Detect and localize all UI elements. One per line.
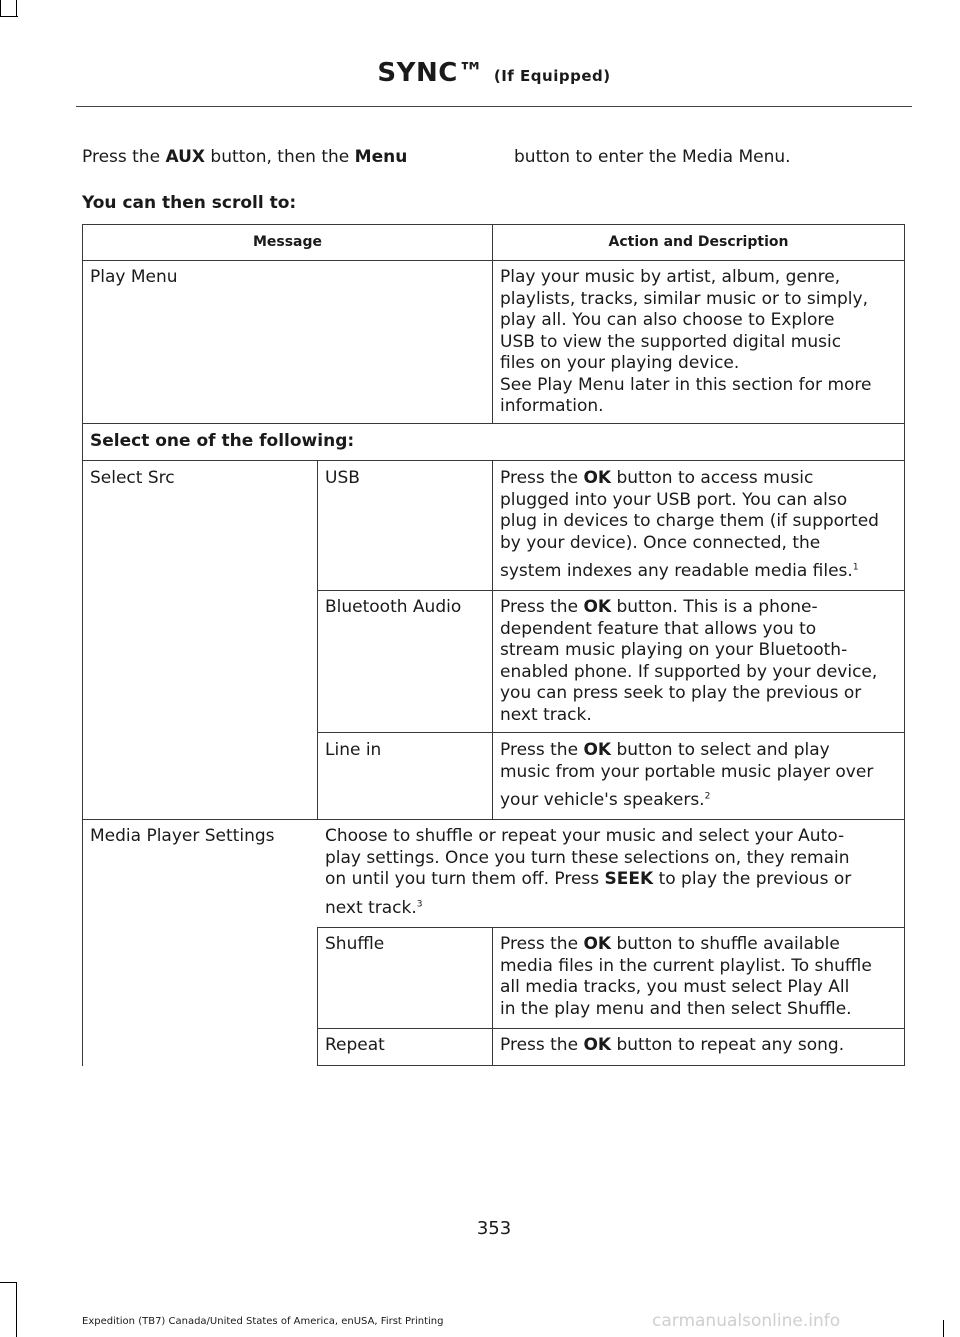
message-media-player-settings: Media Player Settings bbox=[90, 826, 275, 846]
action-shuffle: Press the OK button to shuffle available media files in the current playlist. To shuffle all media tracks, you must select Play All in the play menu and then select Shuffle. bbox=[500, 934, 872, 1019]
header-rule bbox=[76, 106, 912, 107]
message-play-menu: Play Menu bbox=[90, 267, 178, 287]
crop-mark bbox=[0, 16, 18, 17]
option-bluetooth-audio: Bluetooth Audio bbox=[325, 597, 462, 617]
page-number: 353 bbox=[476, 1218, 512, 1239]
intro-left: Press the AUX button, then the Menu bbox=[82, 147, 408, 167]
message-select-src: Select Src bbox=[90, 468, 175, 488]
scroll-heading: You can then scroll to: bbox=[82, 193, 297, 213]
action-bluetooth-audio: Press the OK button. This is a phone- dependent feature that allows you to stream music playing on your Bluetooth- enabled phone. If supported by your device, you can press seek to play the previous or next track. bbox=[500, 597, 878, 725]
crop-mark bbox=[943, 1320, 944, 1337]
option-repeat: Repeat bbox=[325, 1035, 385, 1055]
option-shuffle: Shuffle bbox=[325, 934, 385, 954]
column-header-action: Action and Description bbox=[608, 234, 789, 250]
page-title: SYNC™ (If Equipped) bbox=[377, 58, 611, 88]
footer-text: Expedition (TB7) Canada/United States of America, enUSA, First Printing bbox=[82, 1316, 444, 1327]
watermark: carmanualsonline.info bbox=[652, 1311, 841, 1331]
crop-mark bbox=[0, 1282, 17, 1283]
action-play-menu: Play your music by artist, album, genre, playlists, tracks, similar music or to simply, play all. You can also choose to Explore USB to view the supported digital music files on your playing device. See Play Menu later in this section for more information. bbox=[500, 267, 872, 416]
crop-mark bbox=[16, 0, 17, 16]
crop-mark bbox=[16, 1282, 17, 1337]
action-repeat: Press the OK button to repeat any song. bbox=[500, 1035, 845, 1055]
select-heading: Select one of the following: bbox=[90, 431, 355, 451]
option-usb: USB bbox=[325, 468, 360, 488]
intro-right: button to enter the Media Menu. bbox=[514, 147, 791, 167]
action-line-in: Press the OK button to select and play music from your portable music player over your vehicle's speakers.$^2$ bbox=[500, 740, 874, 810]
column-header-message: Message bbox=[252, 234, 323, 250]
option-line-in: Line in bbox=[325, 740, 382, 760]
action-media-player-settings: Choose to shuffle or repeat your music and select your Auto- play settings. Once you turn these selections on, they remain on until you turn them off. Press SEEK to play the previous or next track.$^3$ bbox=[325, 826, 852, 918]
action-usb: Press the OK button to access music plugged into your USB port. You can also plug in devices to charge them (if supported by your device). Once connected, the system indexes any readable media files.$^1$ bbox=[500, 468, 879, 581]
crop-mark bbox=[0, 0, 1, 16]
